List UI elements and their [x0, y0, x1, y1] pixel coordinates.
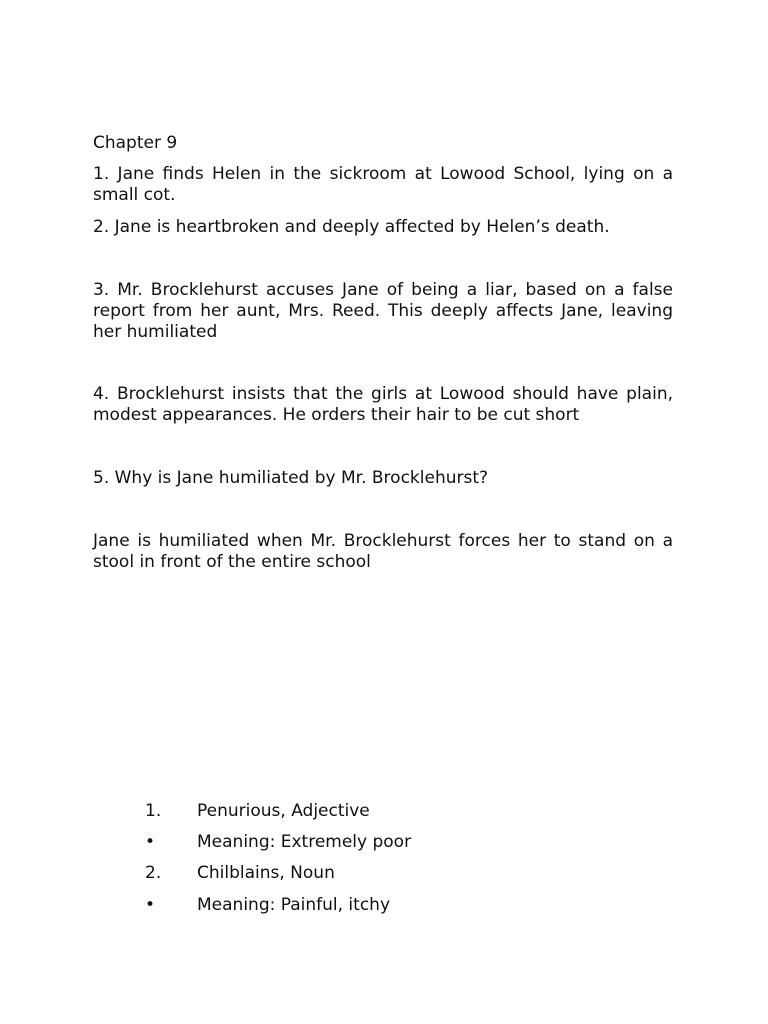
- bullet-icon: •: [145, 895, 156, 915]
- vocab-meaning-1: [93, 832, 673, 854]
- point-2: 2. Jane is heartbroken and deeply affected by Helen’s death.: [93, 217, 610, 237]
- vocab-meaning: Meaning: Extremely poor: [197, 832, 412, 852]
- list-number: 1.: [145, 801, 162, 821]
- chapter-title: Chapter 9: [93, 133, 178, 153]
- bullet-icon: •: [145, 832, 156, 852]
- vocab-item-2: [93, 863, 673, 885]
- point-5-question: 5. Why is Jane humiliated by Mr. Brocklehurst?: [93, 468, 489, 488]
- point-3: 3. Mr. Brocklehurst accuses Jane of being a liar, based on a false report from her aunt, Mrs. Reed. This deeply affects Jane, leaving her humiliated: [93, 280, 673, 342]
- answer-paragraph: Jane is humiliated when Mr. Brocklehurst forces her to stand on a stool in front of the entire school: [93, 531, 673, 572]
- vocab-meaning: Meaning: Painful, itchy: [197, 895, 391, 915]
- vocab-word: Penurious, Adjective: [197, 801, 370, 821]
- point-4: 4. Brocklehurst insists that the girls at Lowood should have plain, modest appearances. He orders their hair to be cut short: [93, 384, 673, 425]
- vocab-word: Chilblains, Noun: [197, 863, 335, 883]
- point-1: 1. Jane finds Helen in the sickroom at Lowood School, lying on a small cot.: [93, 164, 673, 205]
- vocab-item-1: [93, 801, 673, 823]
- vocab-meaning-2: [93, 895, 673, 917]
- list-number: 2.: [145, 863, 162, 883]
